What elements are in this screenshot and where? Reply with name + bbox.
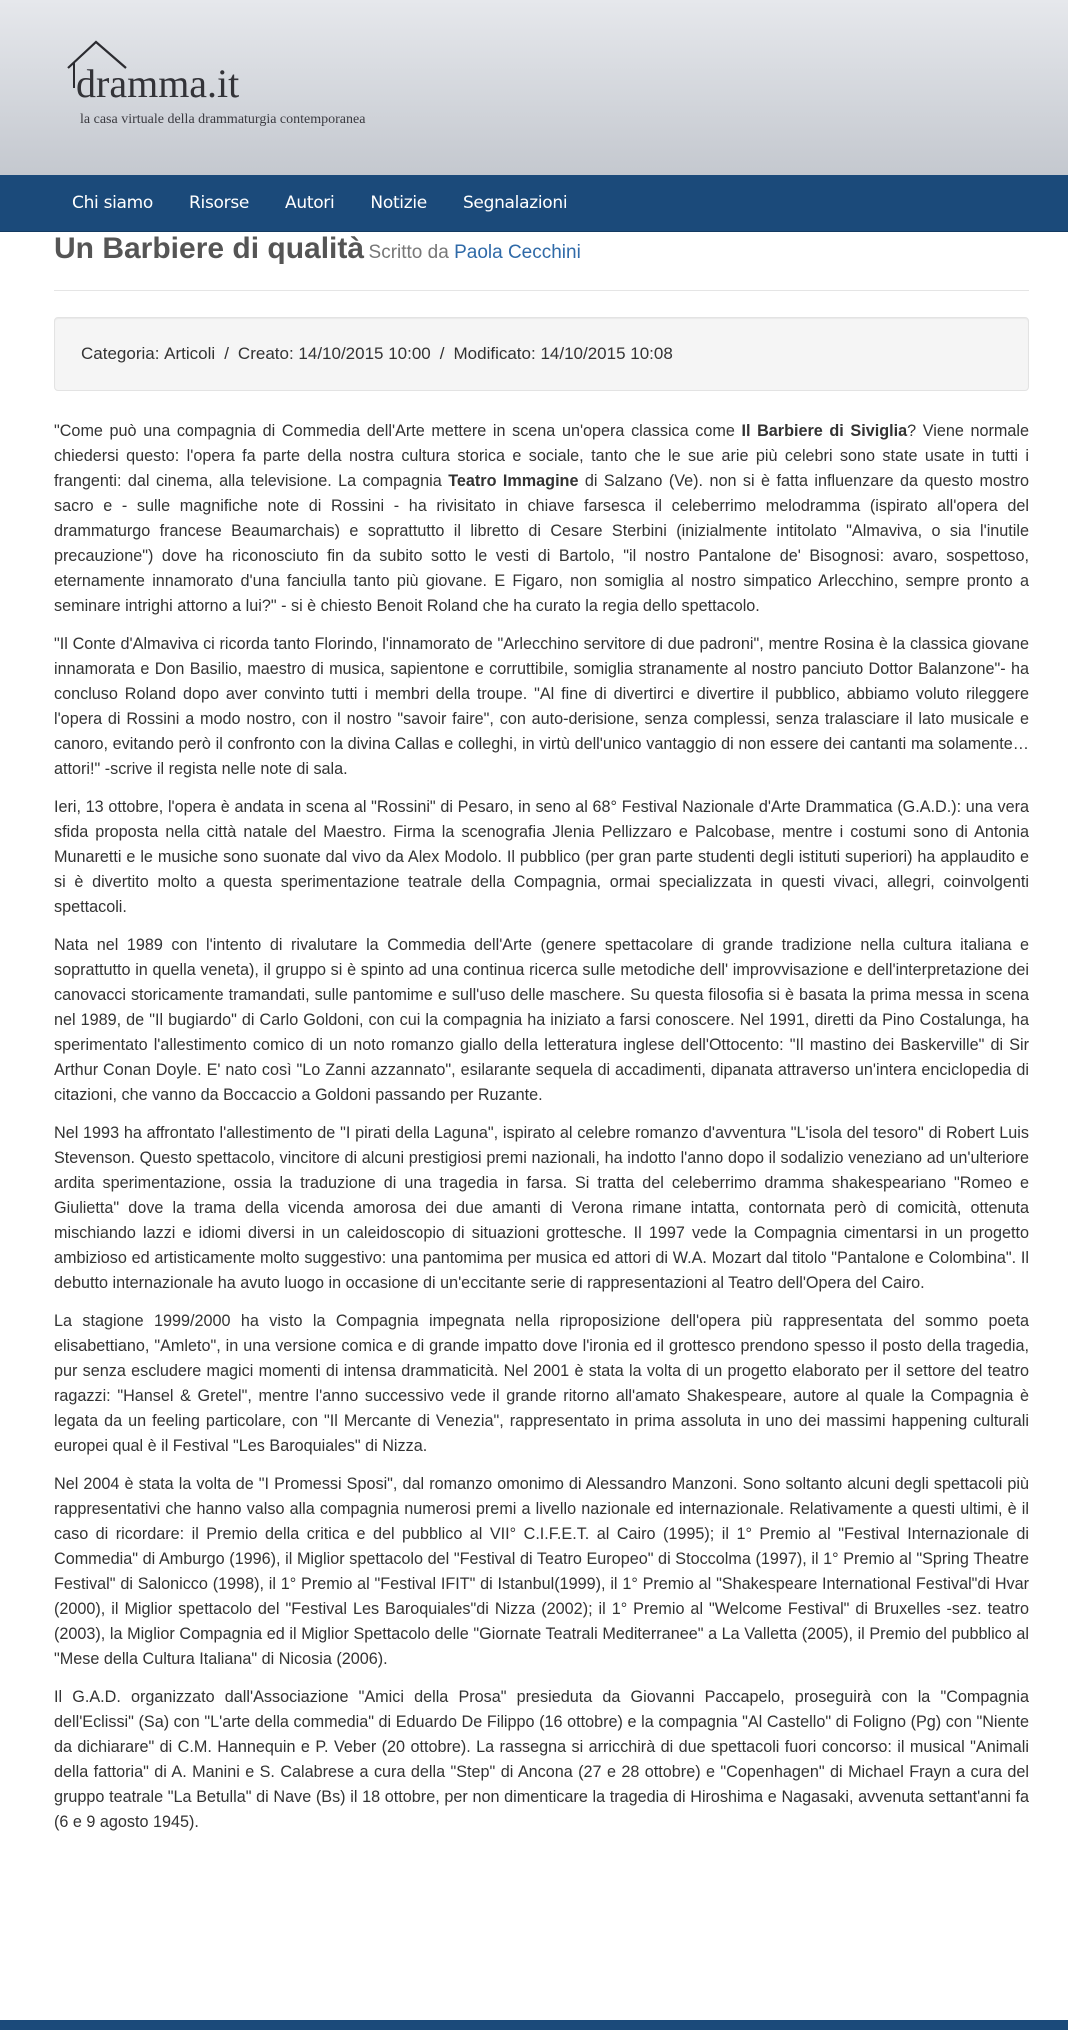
modified-label: Modificato:: [453, 344, 536, 363]
paragraph-text: "Come può una compagnia di Commedia dell'Arte mettere in scena un'opera classica come: [54, 422, 742, 440]
article-paragraph: [54, 419, 1029, 619]
nav-item-risorse[interactable]: Risorse: [189, 193, 250, 213]
nav-item-notizie[interactable]: Notizie: [370, 193, 427, 213]
created-label: Creato:: [237, 344, 294, 363]
byline-prefix: Scritto da: [368, 242, 449, 263]
site-logo[interactable]: [66, 36, 426, 136]
article-paragraph: Ieri, 13 ottobre, l'opera è andata in scena al "Rossini" di Pesaro, in seno al 68° Festival Nazionale d'Arte Drammatica (G.A.D.): una vera sfida proposta nella città natale del Maestro. Firma la scenografia Jlenia Pellizzaro e Palcobase, mentre i costumi sono di Antonia Munaretti e le musiche sono suonate dal vivo da Alex Modolo. Il pubblico (per gran parte studenti degli istituti superiori) ha applaudito e si è divertito molto a questa sperimentazione teatrale della Compagnia, ormai specializzata in questi vivaci, allegri, coinvolgenti spettacoli.: [54, 798, 1029, 916]
category-label: Categoria:: [81, 344, 160, 363]
nav-item-chi-siamo[interactable]: Chi siamo: [72, 193, 154, 213]
article-title: Un Barbiere di qualità: [54, 232, 365, 265]
article-body: [54, 419, 1029, 1835]
article-paragraph: Nel 1993 ha affrontato l'allestimento de "I pirati della Laguna", ispirato al celebre romanzo d'avventura "L'isola del tesoro" di Robert Luis Stevenson. Questo spettacolo, vincitore di alcuni prestigiosi premi nazionali, ha indotto l'anno dopo il sodalizio veneziano ad un'ulteriore ardita sperimentazione, ossia la traduzione di una tragedia in farsa. Si tratta del celeberrimo dramma shakespeariano "Romeo e Giulietta" dove la trama della vicenda amorosa dei due amanti di Verona rimane intatta, contornata però di comicità, ottenuta mischiando lazzi e idiomi diversi in un caleidoscopio di situazioni grottesche. Il 1997 vede la Compagnia cimentarsi in un progetto ambizioso ed artisticamente molto suggestivo: una pantomima per musica ed attori di W.A. Mozart dal titolo "Pantalone e Colombina". Il debutto internazionale ha avuto luogo in occasione di un'eccitante serie di rappresentazioni al Teatro dell'Opera del Cairo.: [54, 1124, 1029, 1292]
article-paragraph: Il G.A.D. organizzato dall'Associazione "Amici della Prosa" presieduta da Giovanni Paccapelo, proseguirà con la "Compagnia dell'Eclissi" (Sa) con "L'arte della commedia" di Eduardo De Filippo (16 ottobre) e la compagnia "Al Castello" di Foligno (Pg) con "Niente da dichiarare" di C.M. Hannequin e P. Veber (20 ottobre). La rassegna si arricchirà di due spettacoli fuori concorso: il musical "Animali della fattoria" di A. Manini e S. Calabrese a cura della "Step" di Ancona (27 e 28 ottobre) e "Copenhagen" di Michael Frayn a cura del gruppo teatrale "La Betulla" di Nave (Bs) il 18 ottobre, per non dimenticare la tragedia di Hiroshima e Nagasaki, avvenuta settant'anni fa (6 e 9 agosto 1945).: [54, 1688, 1029, 1831]
site-header: [0, 0, 1068, 175]
category-value: Articoli: [164, 344, 216, 363]
main-navbar: [0, 175, 1068, 232]
paragraph-bold-text: Teatro Immagine: [448, 472, 579, 490]
modified-value: 14/10/2015 10:08: [540, 344, 673, 363]
nav-item-autori[interactable]: Autori: [285, 193, 335, 213]
logo-tagline: la casa virtuale della drammaturgia contemporanea: [80, 112, 366, 127]
paragraph-text: ? Viene normale chiedersi questo: l'opera fa parte della nostra cultura storica e sociale, tanto che le sue arie più celebri sono state usate in tutti i frangenti: dal cinema, alla televisione. La compagnia: [54, 422, 1029, 490]
info-separator: /: [224, 344, 229, 363]
nav-item-segnalazioni[interactable]: Segnalazioni: [462, 193, 568, 213]
logo-wordmark: dramma.it: [76, 61, 240, 106]
paragraph-bold-text: Il Barbiere di Siviglia: [741, 422, 908, 440]
article-info: [54, 317, 1029, 391]
paragraph-text: di Salzano (Ve). non si è fatta influenzare da questo mostro sacro e - sulle magnifiche note di Rossini - ha rivisitato in chiave farsesca il celeberrimo melodramma (ispirato all'opera del drammaturgo francese Beaumarchais) e soprattutto il libretto di Cesare Sterbini (inizialmente intitolato "Almaviva, o sia l'inutile precauzione") dove ha riconosciuto fin da subito sotto le vesti di Bartolo, "il nostro Pantalone de' Bisognosi: avaro, sospettoso, eternamente innamorato d'una fanciulla tanto più giovane. E Figaro, non somiglia al nostro simpatico Arlecchino, sempre pronto a seminare intrighi attorno a lui?" - si è chiesto Benoit Roland che ha curato la regia dello spettacolo.: [54, 472, 1029, 615]
article-paragraph: Nata nel 1989 con l'intento di rivalutare la Commedia dell'Arte (genere spettacolare di grande tradizione nella cultura italiana e soprattutto in quella veneta), il gruppo si è spinto ad una continua ricerca sulle metodiche dell' improvvisazione e dell'interpretazione dei canovacci storicamente tramandati, sulle pantomime e sull'uso delle maschere. Su questa filosofia si è basata la prima messa in scena nel 1989, de "Il bugiardo" di Carlo Goldoni, con cui la compagnia ha iniziato a farsi conoscere. Nel 1991, diretti da Pino Costalunga, ha sperimentato l'allestimento comico di un noto romanzo giallo della letteratura inglese dell'Ottocento: "Il mastino dei Baskerville" di Sir Arthur Conan Doyle. E' nato così "Lo Zanni azzannato", esilarante sequela di accadimenti, dipanata attraverso un'intera enciclopedia di citazioni, che vanno da Boccaccio a Goldoni passando per Ruzante.: [54, 936, 1029, 1104]
article-container: [54, 232, 1029, 1848]
article-byline: [369, 242, 581, 263]
info-separator: /: [439, 344, 445, 363]
author-link[interactable]: Paola Cecchini: [454, 242, 581, 263]
article-paragraph: "Il Conte d'Almaviva ci ricorda tanto Florindo, l'innamorato de "Arlecchino servitore di due padroni", mentre Rosina è la classica giovane innamorata e Don Basilio, maestro di musica, sapientone e corruttibile, somiglia stranamente al nostro panciuto Dottor Balanzone"- ha concluso Roland dopo aver convinto tutti i membri della troupe. "Al fine di divertirci e divertire il pubblico, abbiamo voluto rileggere l'opera di Rossini a modo nostro, con il nostro "savoir faire", con auto-derisione, senza complessi, senza tralasciare il lato musicale e canoro, evitando però il confronto con la divina Callas e colleghi, in virtù dell'unico vantaggio di non essere dei cantanti ma solamente… attori!" -scrive il regista nelle note di sala.: [54, 635, 1029, 778]
created-value: 14/10/2015 10:00: [298, 344, 431, 363]
article-header: [54, 232, 1029, 291]
footer-bar: [0, 2020, 1068, 2030]
article-paragraph: La stagione 1999/2000 ha visto la Compagnia impegnata nella riproposizione dell'opera più rappresentata del sommo poeta elisabettiano, "Amleto", in una versione comica e di grande impatto dove l'ironia ed il grottesco prendono spesso il posto della tragedia, pur senza escludere magici momenti di intensa drammaticità. Nel 2001 è stata la volta di un progetto elaborato per il settore del teatro ragazzi: "Hansel & Gretel", mentre l'anno successivo vede il grande ritorno all'amato Shakespeare, autore al quale la Compagnia è legata da un feeling particolare, con "Il Mercante di Venezia", rappresentato in prima assoluta in uno dei massimi happening culturali europei qual è il Festival "Les Baroquiales" di Nizza.: [54, 1312, 1029, 1455]
article-paragraph: Nel 2004 è stata la volta de "I Promessi Sposi", dal romanzo omonimo di Alessandro Manzoni. Sono soltanto alcuni degli spettacoli più rappresentativi che hanno valso alla compagnia numerosi premi a livello nazionale ed internazionale. Relativamente a questi ultimi, è il caso di ricordare: il Premio della critica e del pubblico al VII° C.I.F.E.T. al Cairo (1995); il 1° Premio al "Festival Internazionale di Commedia" di Amburgo (1996), il Miglior spettacolo del "Festival di Teatro Europeo" di Stoccolma (1997), il 1° Premio al "Spring Theatre Festival" di Salonicco (1998), il 1° Premio al "Festival IFIT" di Istanbul(1999), il 1° Premio al "Shakespeare International Festival"di Hvar (2000), il Miglior spettacolo del "Festival Les Baroquiales"di Nizza (2002); il 1° Premio al "Welcome Festival" di Bruxelles -sez. teatro (2003), la Miglior Compagnia ed il Miglior Spettacolo delle "Giornate Teatrali Mediterranee" a La Valletta (2005), il Premio del pubblico al "Mese della Cultura Italiana" di Nicosia (2006).: [54, 1475, 1029, 1668]
